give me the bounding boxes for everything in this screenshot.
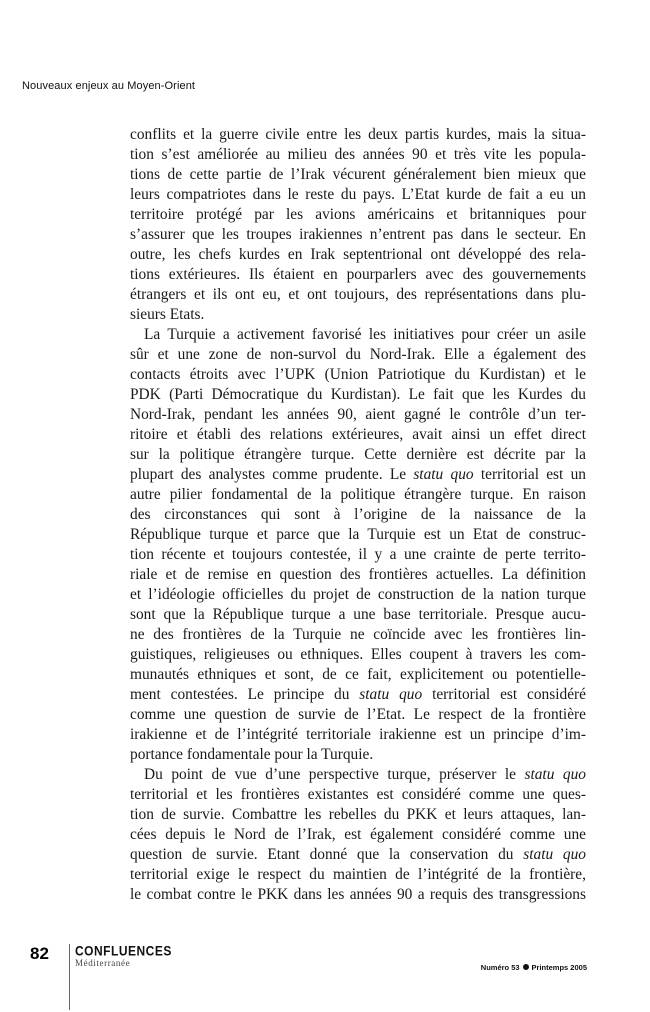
text-line xyxy=(130,285,586,305)
text-line xyxy=(130,865,586,885)
text-line xyxy=(130,585,586,605)
text-segment: sieurs Etats. xyxy=(130,306,205,323)
text-segment: sûr et une zone de non-survol du Nord-Irak. Elle a également des xyxy=(130,346,586,363)
text-segment: leurs compatriotes dans le reste du pays. L’Etat kurde de fait a eu un xyxy=(130,186,586,203)
text-line xyxy=(130,685,586,705)
text-line xyxy=(130,765,586,785)
text-segment: munautés ethniques et sont, de ce fait, explicitement ou potentielle- xyxy=(130,666,586,683)
text-segment: irakienne et de l’intégrité territoriale irakienne est un principe d’im- xyxy=(130,726,586,743)
text-segment: territoire protégé par les avions américains et britanniques pour xyxy=(130,206,586,223)
text-segment: Du point de vue d’une perspective turque, préserver le xyxy=(144,766,525,783)
page-number: 82 xyxy=(30,944,49,963)
body-text xyxy=(130,125,586,905)
text-line xyxy=(130,325,586,345)
text-segment: le combat contre le PKK dans les années 90 a requis des transgressions xyxy=(130,886,586,903)
text-segment: La Turquie a activement favorisé les initiatives pour créer un asile xyxy=(144,326,586,343)
italic-term: statu quo xyxy=(523,846,586,863)
text-segment: territorial exige le respect du maintien de l’intégrité de la frontière, xyxy=(130,866,586,883)
text-segment: ment contestées. Le principe du xyxy=(130,686,360,703)
text-segment: territorial et les frontières existantes est considéré comme une ques- xyxy=(130,786,586,803)
text-line xyxy=(130,185,586,205)
journal-logo-subtitle: Méditerranée xyxy=(75,958,131,968)
text-segment: tions de cette partie de l’Irak vécurent généralement bien mieux que xyxy=(130,166,586,183)
text-segment: territorial est un xyxy=(473,466,586,483)
text-line xyxy=(130,485,586,505)
issue-season: Printemps 2005 xyxy=(531,963,587,972)
text-segment: riale et de remise en question des frontières actuelles. La définition xyxy=(130,566,586,583)
text-segment: conflits et la guerre civile entre les deux partis kurdes, mais la situa- xyxy=(130,126,586,143)
text-segment: contacts étroits avec l’UPK (Union Patriotique du Kurdistan) et le xyxy=(130,366,586,383)
text-line xyxy=(130,725,586,745)
journal-logo-title: CONFLUENCES xyxy=(75,942,172,959)
text-line xyxy=(130,705,586,725)
text-line xyxy=(130,445,586,465)
text-segment: tion s’est améliorée au milieu des années 90 et très vite les popula- xyxy=(130,146,586,163)
italic-term: statu quo xyxy=(413,466,474,483)
text-line xyxy=(130,525,586,545)
text-segment: ne des frontières de la Turquie ne coïncide avec les frontières lin- xyxy=(130,626,586,643)
issue-info xyxy=(481,963,587,972)
text-line xyxy=(130,245,586,265)
text-segment: plupart des analystes comme prudente. Le xyxy=(130,466,414,483)
footer-divider xyxy=(69,944,70,1010)
text-line xyxy=(130,845,586,865)
text-segment: PDK (Parti Démocratique du Kurdistan). Le fait que les Kurdes du xyxy=(130,386,586,403)
text-line xyxy=(130,885,586,905)
italic-term: statu quo xyxy=(524,766,587,783)
text-segment: et l’idéologie officielles du projet de construction de la nation turque xyxy=(130,586,586,603)
text-segment: sur la politique étrangère turque. Cette dernière est décrite par la xyxy=(130,446,586,463)
text-segment: outre, les chefs kurdes en Irak septentrional ont développé des rela- xyxy=(130,246,586,263)
text-line xyxy=(130,785,586,805)
text-line xyxy=(130,165,586,185)
text-line xyxy=(130,205,586,225)
text-segment: territorial est considéré xyxy=(422,686,587,703)
journal-logo xyxy=(75,944,172,969)
text-line xyxy=(130,565,586,585)
text-line xyxy=(130,505,586,525)
bullet-icon xyxy=(523,964,529,970)
text-line xyxy=(130,385,586,405)
text-line xyxy=(130,225,586,245)
text-segment: des circonstances qui sont à l’origine de la naissance de la xyxy=(130,506,586,523)
text-segment: cées depuis le Nord de l’Irak, est également considéré comme une xyxy=(130,826,586,843)
italic-term: statu quo xyxy=(359,686,423,703)
text-line xyxy=(130,745,586,765)
text-segment: question de survie. Etant donné que la conservation du xyxy=(130,846,524,863)
text-line xyxy=(130,265,586,285)
text-line xyxy=(130,825,586,845)
text-segment: tion de survie. Combattre les rebelles du PKK et leurs attaques, lan- xyxy=(130,806,586,823)
text-line xyxy=(130,425,586,445)
running-head: Nouveaux enjeux au Moyen-Orient xyxy=(22,80,196,92)
text-line xyxy=(130,605,586,625)
text-segment: tions extérieures. Ils étaient en pourparlers avec des gouvernements xyxy=(130,266,586,283)
issue-number: Numéro 53 xyxy=(480,963,520,972)
text-line xyxy=(130,145,586,165)
text-segment: étrangers et ils ont eu, et ont toujours, des représentations dans plu- xyxy=(130,286,586,303)
text-line xyxy=(130,805,586,825)
text-segment: ritoire et établi des relations extérieures, avait ainsi un effet direct xyxy=(130,426,586,443)
text-line xyxy=(130,305,586,325)
text-line xyxy=(130,365,586,385)
text-segment: s’assurer que les troupes irakiennes n’entrent pas dans le secteur. En xyxy=(130,226,586,243)
text-segment: tion récente et toujours contestée, il y a une crainte de perte territo- xyxy=(130,546,586,563)
text-line xyxy=(130,465,586,485)
text-line xyxy=(130,645,586,665)
text-segment: sont que la République turque a une base territoriale. Presque aucu- xyxy=(130,606,586,623)
text-line xyxy=(130,125,586,145)
text-segment: Nord-Irak, pendant les années 90, aient gagné le contrôle d’un ter- xyxy=(130,406,586,423)
text-segment: guistiques, religieuses ou ethniques. Elles coupent à travers les com- xyxy=(130,646,586,663)
text-line xyxy=(130,665,586,685)
text-line xyxy=(130,545,586,565)
text-segment: République turque et parce que la Turquie est un Etat de construc- xyxy=(130,526,586,543)
text-line xyxy=(130,345,586,365)
text-segment: autre pilier fondamental de la politique étrangère turque. En raison xyxy=(130,486,586,503)
text-segment: comme une question de survie de l’Etat. Le respect de la frontière xyxy=(130,706,586,723)
text-line xyxy=(130,625,586,645)
text-line xyxy=(130,405,586,425)
text-segment: portance fondamentale pour la Turquie. xyxy=(130,746,374,763)
